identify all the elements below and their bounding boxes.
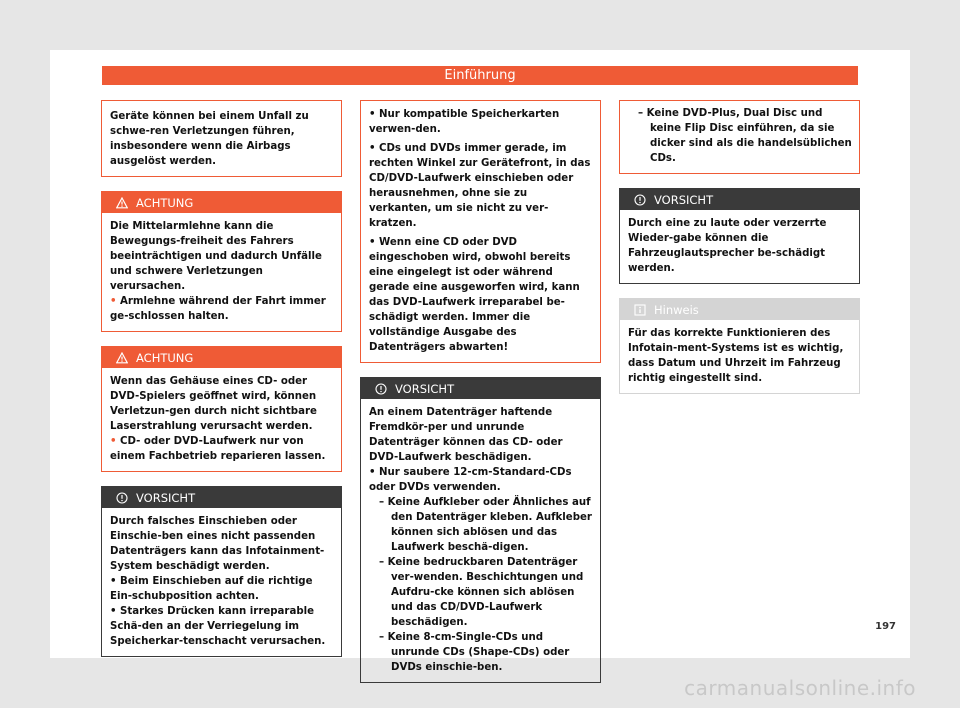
column-3 <box>619 100 860 408</box>
note-text: Für das korrekte Funktionieren des Infotain-ment-Systems ist es wichtig, dass Datum und Uhrzeit im Fahrzeug richtig eingestellt sind. <box>628 328 844 384</box>
list-sub-item: – Keine DVD-Plus, Dual Disc und keine Flip Disc einführen, da sie dicker sind als die handelsüblichen CDs. <box>638 108 852 164</box>
note-box <box>619 298 860 394</box>
warning-triangle-icon <box>116 352 128 364</box>
column-1 <box>101 100 342 671</box>
list-item: • Nur kompatible Speicherkarten verwen-den. <box>369 109 560 135</box>
caution-box-2 <box>360 377 601 683</box>
caution-text: An einem Datenträger haftende Fremdkör-per und unrunde Datenträger können das CD- oder DVD-Laufwerk beschädigen. <box>369 407 563 463</box>
caution-circle-icon <box>634 194 646 206</box>
column-2 <box>360 100 601 697</box>
caution-label: VORSICHT <box>395 381 455 396</box>
warning-box-2 <box>101 346 342 472</box>
caution-box-1 <box>101 486 342 657</box>
caution-circle-icon <box>375 383 387 395</box>
warning-label: ACHTUNG <box>136 195 194 210</box>
caution-sub-item: – Keine Aufkleber oder Ähnliches auf den Datenträger kleben. Aufkleber können sich ablösen und das Laufwerk beschä-digen. <box>379 497 592 553</box>
warning-label: ACHTUNG <box>136 350 194 365</box>
caution-bullet: • Nur saubere 12-cm-Standard-CDs oder DVDs verwenden. <box>369 467 572 493</box>
sub-item-box <box>619 100 860 174</box>
caution-circle-icon <box>116 492 128 504</box>
caution-label: VORSICHT <box>136 490 196 505</box>
warning-text: Wenn das Gehäuse eines CD- oder DVD-Spielers geöffnet wird, können Verletzun-gen durch nicht sichtbare Laserstrahlung verursacht werden. <box>110 376 317 432</box>
warning-box-1 <box>101 191 342 332</box>
intro-text: Geräte können bei einem Unfall zu schwe-ren Verletzungen führen, insbesondere wenn die Airbags ausgelöst werden. <box>110 111 309 167</box>
warning-bullet: • CD- oder DVD-Laufwerk nur von einem Fachbetrieb reparieren lassen. <box>110 436 326 462</box>
info-icon <box>634 304 646 316</box>
warning-bar <box>102 347 341 368</box>
caution-bullet: • Starkes Drücken kann irreparable Schä-den an der Verriegelung im Speicherkar-tenschacht verursachen. <box>110 606 326 647</box>
note-bar <box>620 299 859 320</box>
caution-bullet: • Beim Einschieben auf die richtige Ein-schubposition achten. <box>110 576 313 602</box>
caution-sub-item: – Keine 8-cm-Single-CDs und unrunde CDs (Shape-CDs) oder DVDs einschie-ben. <box>379 632 570 673</box>
caution-label: VORSICHT <box>654 192 714 207</box>
list-item: • Wenn eine CD oder DVD eingeschoben wird, obwohl bereits eine eingelegt ist oder während gerade eine ausgeworfen wird, kann das DVD-Laufwerk irreparabel be-schädigt werden. Immer die vollständige Ausgabe des Datenträgers abwarten! <box>369 237 580 353</box>
bullet-list-box <box>360 100 601 363</box>
section-header: Einführung <box>102 66 858 85</box>
list-item: • CDs und DVDs immer gerade, im rechten Winkel zur Gerätefront, in das CD/DVD-Laufwerk einschieben oder herausnehmen, ohne sie zu verkanten, um sie nicht zu ver-kratzen. <box>369 143 591 229</box>
caution-bar <box>102 487 341 508</box>
intro-box <box>101 100 342 177</box>
caution-text: Durch falsches Einschieben oder Einschie-ben eines nicht passenden Datenträgers kann das Infotainment-System beschädigt werden. <box>110 516 325 572</box>
warning-bar <box>102 192 341 213</box>
warning-triangle-icon <box>116 197 128 209</box>
caution-box-3 <box>619 188 860 284</box>
caution-bar <box>361 378 600 399</box>
caution-text: Durch eine zu laute oder verzerrte Wieder-gabe können die Fahrzeuglautsprecher be-schädigt werden. <box>628 218 827 274</box>
caution-sub-item: – Keine bedruckbaren Datenträger ver-wenden. Beschichtungen und Aufdru-cke können sich ablösen und das CD/DVD-Laufwerk beschädigen. <box>379 557 584 628</box>
watermark: carmanualsonline.info <box>684 676 916 700</box>
warning-text: Die Mittelarmlehne kann die Bewegungs-freiheit des Fahrers beeinträchtigen und dadurch Unfälle und schwere Verletzungen verursachen. <box>110 221 322 292</box>
page-number: 197 <box>875 621 896 632</box>
caution-bar <box>620 189 859 210</box>
note-label: Hinweis <box>654 302 699 317</box>
warning-bullet: • Armlehne während der Fahrt immer ge-schlossen halten. <box>110 296 326 322</box>
